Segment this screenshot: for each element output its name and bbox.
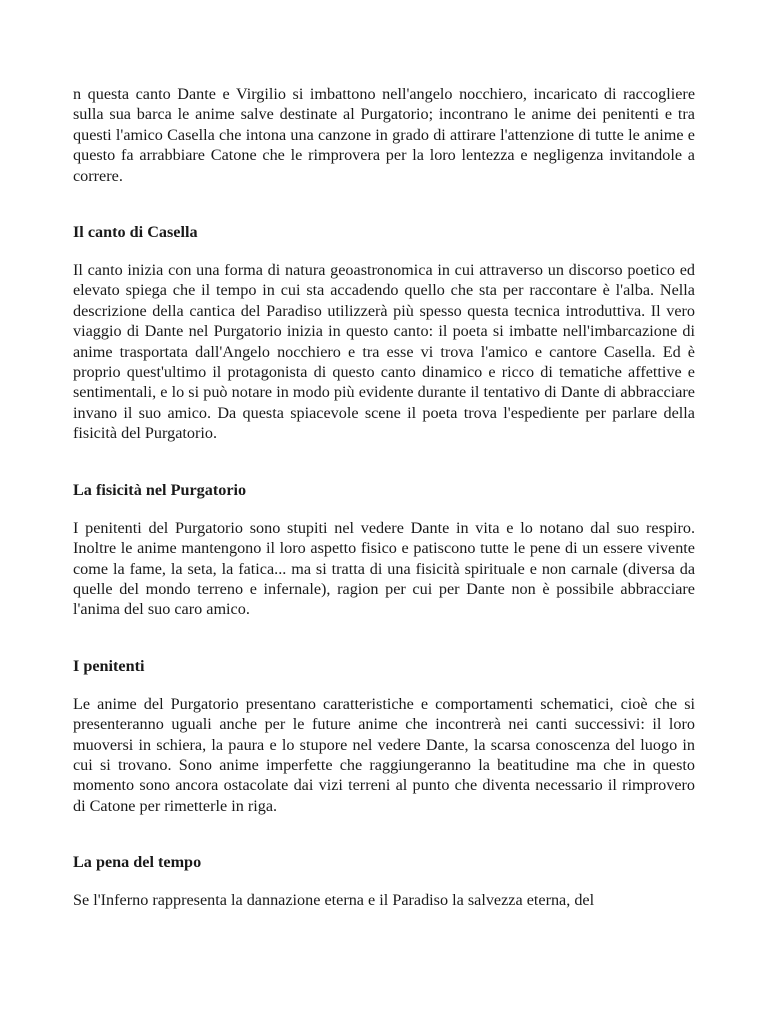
section-spacer bbox=[73, 816, 695, 852]
section-heading-fisicita: La fisicità nel Purgatorio bbox=[73, 480, 247, 499]
section-heading-penitenti: I penitenti bbox=[73, 656, 145, 675]
section-body-canto-casella: Il canto inizia con una forma di natura geoastronomica in cui attraverso un discorso poetico ed elevato spiega che il tempo in cui sta accadendo quello che sta per raccontare è l'alba. Nella descrizione della cantica del Paradiso utilizzerà più spesso questa tecnica introduttiva. Il vero viaggio di Dante nel Purgatorio inizia in questo canto: il poeta si imbatte nell'imbarcazione di anime trasportata dall'Angelo nocchiero e tra esse vi trova l'amico e cantore Casella. Ed è proprio quest'ultimo il protagonista di questo canto dinamico e ricco di tematiche affettive e sentimentali, e lo si può notare in modo più evidente durante il tentativo di Dante di abbracciare invano il suo amico. Da questa spiacevole scene il poeta trova l'espediente per parlare della fisicità del Purgatorio. bbox=[73, 261, 695, 443]
section-spacer bbox=[73, 186, 695, 222]
section-body-fisicita: I penitenti del Purgatorio sono stupiti nel vedere Dante in vita e lo notano dal suo respiro. Inoltre le anime mantengono il loro aspetto fisico e patiscono tutte le pene di un essere vivente come la fame, la seta, la fatica... ma si tratta di una fisicità spirituale e non carnale (diversa da quelle del mondo terreno e infernale), ragion per cui per Dante non è possibile abbracciare l'anima del suo caro amico. bbox=[73, 518, 695, 619]
section-body-pena-tempo: Se l'Inferno rappresenta la dannazione eterna e il Paradiso la salvezza eterna, del bbox=[73, 891, 595, 910]
section-heading-canto-casella: Il canto di Casella bbox=[73, 223, 198, 242]
document-page bbox=[73, 84, 695, 911]
intro-paragraph: n questa canto Dante e Virgilio si imbattono nell'angelo nocchiero, incaricato di raccogliere sulla sua barca le anime salve destinate al Purgatorio; incontrano le anime dei penitenti e tra questi l'amico Casella che intona una canzone in grado di attirare l'attenzione di tutte le anime e questo fa arrabbiare Catone che le rimprovera per la loro lentezza e negligenza invitandole a correre. bbox=[73, 85, 695, 185]
section-heading-pena-tempo: La pena del tempo bbox=[73, 853, 202, 872]
section-body-penitenti: Le anime del Purgatorio presentano caratteristiche e comportamenti schematici, cioè che si presenteranno uguali anche per le future anime che incontrerà nei canti successivi: il loro muoversi in schiera, la paura e lo stupore nel vedere Dante, la scarsa conoscenza del luogo in cui si trovano. Sono anime imperfette che raggiungeranno la beatitudine ma che in questo momento sono ancora ostacolate dai vizi terreni al punto che diventa necessario il rimprovero di Catone per rimetterle in riga. bbox=[73, 694, 695, 815]
section-spacer bbox=[73, 620, 695, 656]
section-spacer bbox=[73, 444, 695, 480]
